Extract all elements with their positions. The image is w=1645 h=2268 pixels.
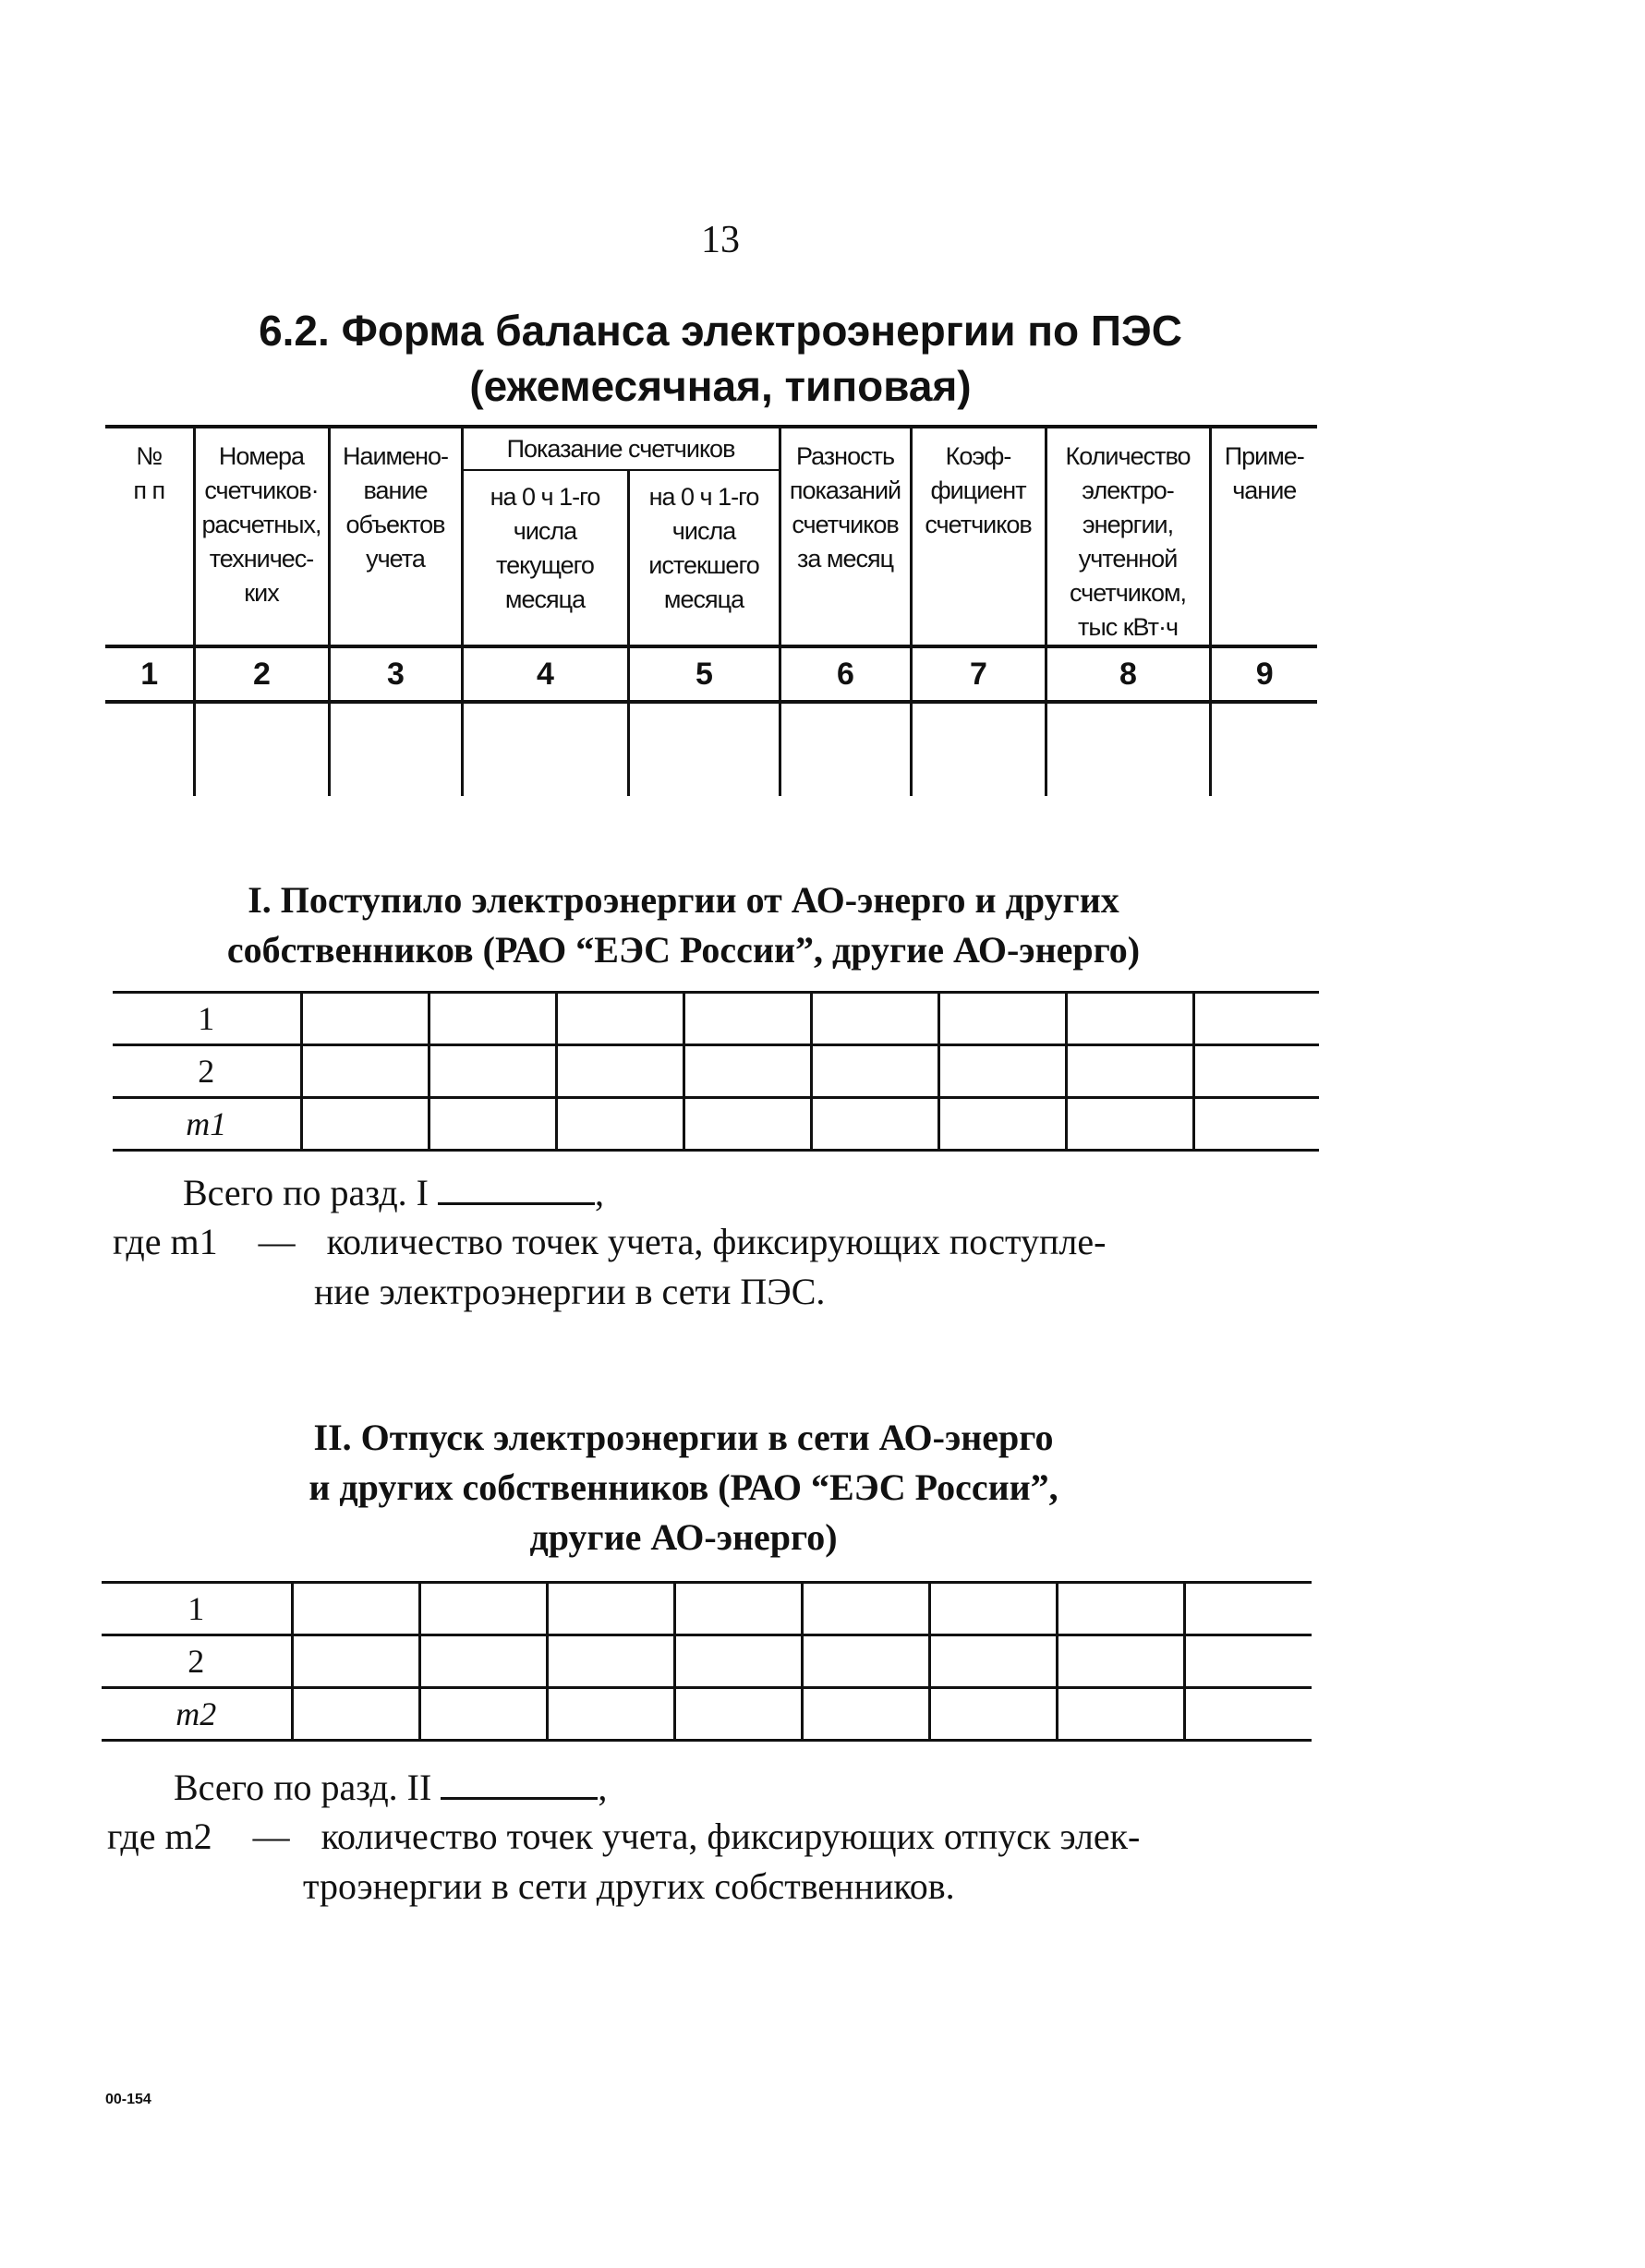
col-group-readings: Показание счетчиков [462,427,780,470]
col-header-5-line: месяца [663,585,744,614]
section1-entry-cell[interactable] [811,993,938,1045]
section2-title-line1: II. Отпуск электроэнергии в сети АО-энерго [313,1417,1054,1458]
col-header-3-line: вание [363,477,428,504]
blank-entry-cell[interactable] [780,702,911,796]
section1-total-blank[interactable] [438,1173,595,1205]
section1-entry-cell[interactable] [429,1098,556,1151]
col-header-3-line: объектов [345,511,445,538]
col-header-8-line: счетчиком, [1069,579,1187,607]
blank-entry-cell[interactable] [329,702,462,796]
blank-entry-cell[interactable] [194,702,329,796]
section1-entry-cell[interactable] [683,1098,811,1151]
col-header-9-line: чание [1232,477,1297,504]
section2-row [102,1583,1312,1635]
blank-entry-cell[interactable] [628,702,780,796]
blank-entry-cell[interactable] [105,702,194,796]
section1-entry-cell[interactable] [683,1045,811,1098]
col-header-6-line: счетчиков [792,511,899,538]
section2-entry-cell[interactable] [1184,1635,1312,1688]
section1-row-label: 1 [113,993,301,1045]
blank-entry-row [105,702,1317,796]
col-header-1-line: № [136,442,163,470]
column-number-4: 4 [462,646,628,702]
section2-entry-cell[interactable] [547,1688,674,1741]
section2-entry-cell[interactable] [292,1635,419,1688]
column-number-7: 7 [911,646,1046,702]
section2-def-line2: троэнергии в сети других собственников. [303,1865,955,1907]
section2-entry-cell[interactable] [292,1583,419,1635]
section2-title-line3: другие АО-энерго) [529,1516,838,1558]
column-number-row [105,646,1317,702]
col-header-8-line: тыс кВт·ч [1077,613,1179,641]
section1-entry-cell[interactable] [938,993,1066,1045]
section1-entry-cell[interactable] [301,1045,429,1098]
section2-entry-cell[interactable] [802,1688,929,1741]
col-header-6-line: за месяц [796,545,894,573]
col-header-1-line: п п [133,477,165,504]
column-number-3: 3 [329,646,462,702]
col-header-7-line: Коэф- [945,442,1011,470]
section2-total-line [174,1766,607,1809]
col-header-2-line: счетчиков· [204,477,319,504]
section1-definition [113,1217,1332,1317]
section2-title [92,1413,1275,1562]
section2-title-line2: и других собственников (РАО “ЕЭС России”, [308,1466,1058,1508]
section1-title-line1: I. Поступило электроэнергии от АО-энерго и других [248,879,1119,921]
section2-row-label: m2 [102,1688,292,1741]
section1-row-label: 2 [113,1045,301,1098]
section2-entry-cell[interactable] [802,1635,929,1688]
col-header-5 [628,470,780,646]
col-header-1 [105,427,194,646]
section2-def-dash: — [252,1816,290,1857]
section2-entry-cell[interactable] [1184,1583,1312,1635]
section1-entry-cell[interactable] [811,1098,938,1151]
section1-entry-cell[interactable] [1066,1045,1193,1098]
col-header-2-line: расчетных, [201,511,321,538]
section1-entry-cell[interactable] [1193,993,1319,1045]
form-title-line1: 6.2. Форма баланса электроэнергии по ПЭС [259,307,1182,355]
section2-entry-cell[interactable] [419,1583,547,1635]
section1-def-line1: количество точек учета, фиксирующих поступле- [326,1221,1107,1262]
section1-entry-cell[interactable] [938,1045,1066,1098]
section1-total-punct: , [595,1172,604,1213]
section2-row [102,1688,1312,1741]
section1-def-line2: ние электроэнергии в сети ПЭС. [314,1271,826,1312]
col-header-4-line: месяца [504,585,586,614]
section2-entry-cell[interactable] [929,1583,1057,1635]
col-header-8-line: учтенной [1078,545,1178,573]
section1-entry-cell[interactable] [301,1098,429,1151]
section2-entry-cell[interactable] [547,1583,674,1635]
footer-code: 00-154 [105,2092,151,2107]
section2-row-label: 2 [102,1635,292,1688]
section1-entry-cell[interactable] [301,993,429,1045]
section1-entry-cell[interactable] [556,1045,683,1098]
col-header-8 [1046,427,1210,646]
section1-entry-cell[interactable] [1066,993,1193,1045]
col-header-4-line: числа [513,517,577,546]
section2-entry-cell[interactable] [419,1635,547,1688]
col-header-5-line: числа [671,517,736,546]
col-header-2-line: Номера [218,442,305,470]
section1-row [113,1098,1319,1151]
col-header-6-line: показаний [789,477,901,504]
col-header-4-line: текущего [496,551,594,580]
section2-entry-cell[interactable] [929,1635,1057,1688]
section2-entry-cell[interactable] [292,1688,419,1741]
col-header-7 [911,427,1046,646]
col-header-7-line: фициент [930,477,1026,504]
section2-total-blank[interactable] [441,1767,598,1800]
col-header-3-line: Наимено- [342,442,449,470]
section2-def-prefix-text: где m2 [107,1816,212,1857]
section2-total-punct: , [598,1767,608,1808]
form-title [166,303,1275,414]
blank-entry-cell[interactable] [1210,702,1317,796]
section1-title-line2: собственников (РАО “ЕЭС России”, другие АО-энерго) [226,929,1141,971]
section2-row-label: 1 [102,1583,292,1635]
col-header-8-line: Количество [1065,442,1191,470]
section2-total-label: Всего по разд. II [174,1767,432,1808]
col-header-4-line: на 0 ч 1-го [490,483,600,512]
section2-entry-cell[interactable] [1057,1583,1184,1635]
section1-entry-cell[interactable] [1193,1098,1319,1151]
col-header-2 [194,427,329,646]
col-header-3-line: учета [366,545,425,573]
blank-entry-cell[interactable] [911,702,1046,796]
section1-row [113,1045,1319,1098]
col-header-7-line: счетчиков [925,511,1032,538]
balance-form-header-table [105,425,1317,796]
section2-entry-cell[interactable] [674,1688,802,1741]
blank-entry-cell[interactable] [462,702,628,796]
blank-entry-cell[interactable] [1046,702,1210,796]
col-header-5-line: истекшего [648,551,759,580]
col-header-6-line: Разность [795,442,895,470]
col-header-2-line: техничес- [209,545,314,573]
section1-def-prefix-text: где m1 [113,1221,218,1262]
col-header-2-line: ких [244,579,279,607]
section1-entry-cell[interactable] [429,993,556,1045]
form-title-line2: (ежемесячная, типовая) [469,362,972,410]
col-header-9 [1210,427,1317,646]
section1-entry-cell[interactable] [1193,1045,1319,1098]
col-header-3 [329,427,462,646]
col-header-6 [780,427,911,646]
section2-entry-cell[interactable] [419,1688,547,1741]
section1-total-label: Всего по разд. I [183,1172,429,1213]
section2-definition [107,1812,1336,1912]
section2-entry-cell[interactable] [929,1688,1057,1741]
section1-title [92,875,1275,975]
section2-row [102,1635,1312,1688]
section2-entry-cell[interactable] [674,1635,802,1688]
section2-grid [102,1581,1312,1742]
column-number-8: 8 [1046,646,1210,702]
section2-entry-cell[interactable] [1057,1688,1184,1741]
section1-entry-cell[interactable] [556,993,683,1045]
section2-entry-cell[interactable] [1184,1688,1312,1741]
col-header-8-line: электро- [1082,477,1174,504]
section2-def-line1: количество точек учета, фиксирующих отпуск элек- [321,1816,1141,1857]
col-header-8-line: энергии, [1082,511,1174,538]
section1-def-dash: — [258,1221,296,1262]
col-header-5-line: на 0 ч 1-го [648,483,759,512]
column-number-9: 9 [1210,646,1317,702]
section1-entry-cell[interactable] [556,1098,683,1151]
page-number: 13 [701,219,740,261]
section2-entry-cell[interactable] [674,1583,802,1635]
section1-entry-cell[interactable] [1066,1098,1193,1151]
section1-row-label: m1 [113,1098,301,1151]
col-header-4 [462,470,628,646]
column-number-5: 5 [628,646,780,702]
section2-entry-cell[interactable] [1057,1635,1184,1688]
section1-entry-cell[interactable] [429,1045,556,1098]
section1-entry-cell[interactable] [683,993,811,1045]
section1-grid [113,991,1319,1152]
section2-entry-cell[interactable] [802,1583,929,1635]
column-number-2: 2 [194,646,329,702]
section1-entry-cell[interactable] [938,1098,1066,1151]
section1-entry-cell[interactable] [811,1045,938,1098]
column-number-1: 1 [105,646,194,702]
section1-total-line [183,1171,604,1214]
section2-entry-cell[interactable] [547,1635,674,1688]
section1-def-prefix [113,1221,218,1262]
section1-row [113,993,1319,1045]
column-number-6: 6 [780,646,911,702]
col-header-9-line: Приме- [1224,442,1304,470]
